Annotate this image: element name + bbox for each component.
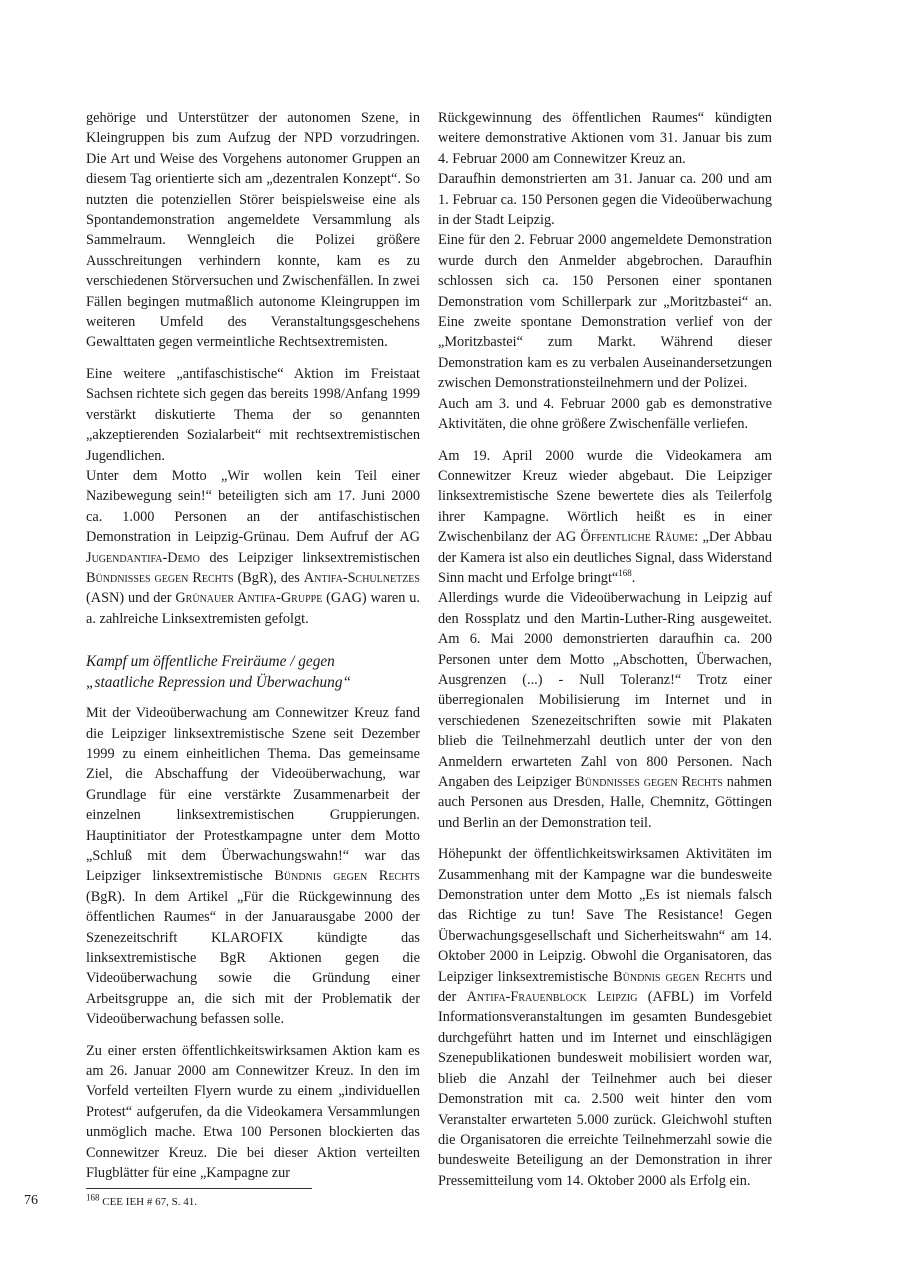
paragraph: Eine für den 2. Februar 2000 angemeldete Demonstration wurde durch den Anmelder abgebrochen. Daraufhin schlossen sich ca. 150 Personen einer spontanen Demonstration vom Schillerpark zur „Moritzbastei“ an. Eine zweite spontane Demonstration verlief von der „Moritzbastei“ zum Markt. Während dieser Demonstration kam es zu verbalen Auseinandersetzungen zwischen Demonstrationsteilnehmern und der Polizei.	[438, 232, 772, 392]
footnote-marker: 168	[86, 1192, 100, 1203]
paragraph: Am 19. April 2000 wurde die Videokamera am Connewitzer Kreuz wieder abgebaut. Die Leipziger linksextremistische Szene bewertete dies als Teilerfolg ihrer Kampagne. Wörtlich heißt es in einer Zwischenbilanz der AG Öffentliche Räume: „Der Abbau der Kamera ist also ein deutliches Signal, dass Widerstand Sinn macht und Erfolge bringt“$^{168}$.	[438, 447, 772, 586]
org-name: Bündnis gegen Rechts	[613, 968, 746, 985]
left-column	[86, 108, 420, 1184]
paragraph: Daraufhin demonstrierten am 31. Januar ca. 200 und am 1. Februar ca. 150 Personen gegen die Videoüberwachung in der Stadt Leipzig.	[438, 171, 772, 229]
org-name: AG Jugendantifa-Demo	[86, 529, 420, 566]
footnote: $^{168}$ CEE IEH # 67, S. 41.	[86, 1192, 197, 1208]
paragraph: Auch am 3. und 4. Februar 2000 gab es demonstrative Aktivitäten, die ohne größere Zwischenfälle verliefen.	[438, 395, 772, 433]
org-name: Bündnisses gegen Rechts	[575, 774, 723, 790]
org-name: AG Öffentliche Räume	[555, 529, 695, 546]
footnote-ref: 168	[618, 568, 632, 579]
paragraph: Höhepunkt der öffentlichkeitswirksamen Aktivitäten im Zusammenhang mit der Kampagne war die bundesweite Demonstration unter dem Motto „Es ist niemals falsch das Richtige zu tun! Save The Resistance! Gegen Überwachungsgesellschaft und Sicherheitswahn“ am 14. Oktober 2000 in Leipzig. Obwohl die Organisatoren, das Leipziger linksextremistische Bündnis gegen Rechts und der Antifa-Frauenblock Leipzig (AFBL) im Vorfeld Informationsveranstaltungen im gesamten Bundesgebiet durchgeführt hatten und im Internet und einschlägigen Szenepublikationen bundesweit mobilisiert worden war, blieb die Anzahl der Teilnehmer auch bei dieser Demonstration mit ca. 2.500 weit hinter den vom Veranstalter erwarteten 5.000 zurück. Gleichwohl stuften die Organisatoren die erreichte Teilnehmerzahl sowie die bundesweite Beteiligung an der Demonstration in ihrer Pressemitteilung vom 14. Oktober 2000 als Erfolg ein.	[438, 846, 772, 1189]
paragraph: Eine weitere „antifaschistische“ Aktion im Freistaat Sachsen richtete sich gegen das bereits 1998/Anfang 1999 verstärkt diskutierte Thema der so genannten „akzeptierenden Sozialarbeit“ mit rechtsextremistischen Jugendlichen.	[86, 365, 420, 464]
org-name: Bündnisses gegen Rechts	[86, 569, 234, 586]
org-name: Grünauer Antifa-Gruppe	[175, 590, 323, 607]
paragraph: gehörige und Unterstützer der autonomen Szene, in Kleingruppen bis zum Aufzug der NPD vorzudringen. Die Art und Weise des Vorgehens autonomer Gruppen an diesem Tag orientierte sich am „dezentralen Konzept“. So nutzten die potenziellen Störer beispielsweise eine als Spontandemonstration angemeldete Versammlung als Sammelraum. Wenngleich die Polizei größere Ausschreitungen verhindern konnte, kam es zu verschiedenen Störversuchen und Zwischenfällen. In zwei Fällen begingen mutmaßlich autonome Kleingruppen im weiteren Umfeld des Veranstaltungsgeschehens Gewalttaten gegen vermeintliche Rechtsextremisten.	[86, 110, 420, 351]
page-number: 76	[24, 1193, 38, 1208]
section-heading: Kampf um öffentliche Freiräume / gegen „staatliche Repression und Überwachung“	[86, 653, 351, 692]
org-name: Antifa-Schulnetzes	[303, 569, 420, 586]
footnote-divider	[86, 1188, 312, 1189]
org-name: Bündnis gegen Rechts	[274, 868, 420, 885]
org-name: Antifa-Frauenblock Leipzig	[466, 989, 638, 1006]
paragraph: Allerdings wurde die Videoüberwachung in Leipzig auf den Rossplatz und den Martin-Luther-Ring ausgeweitet. Am 6. Mai 2000 demonstrierten daraufhin ca. 200 Personen unter dem Motto „Abschotten, Überwachen, Ausgrenzen (...) - Null Toleranz!“ Trotz einer überregionalen Mobilisierung im Internet und in verschiedenen Szenezeitschriften sowie mit Plakaten blieb die Teilnehmerzahl deutlich unter der von den Anmeldern erwarteten Zahl von 800 Personen. Nach Angaben des Leipziger Bündnisses gegen Rechts nahmen auch Personen aus Dresden, Halle, Chemnitz, Göttingen und Berlin an der Demonstration teil.	[438, 590, 772, 831]
paragraph: Zu einer ersten öffentlichkeitswirksamen Aktion kam es am 26. Januar 2000 am Connewitzer Kreuz. In den im Vorfeld verteilten Flyern wurde zu einem „individuellen Protest“ aufgerufen, da die Videokamera Versammlungen unmöglich mache. Etwa 100 Personen blockierten das Connewitzer Kreuz. Die bei dieser Aktion verteilten Flugblätter für eine „Kampagne zur	[86, 1042, 420, 1182]
paragraph: Unter dem Motto „Wir wollen kein Teil einer Nazibewegung sein!“ beteiligten sich am 17. Juni 2000 ca. 1.000 Personen an der antifaschistischen Demonstration in Leipzig-Grünau. Dem Aufruf der AG Jugendantifa-Demo des Leipziger linksextremistischen Bündnisses gegen Rechts (BgR), des Antifa-Schulnetzes (ASN) und der Grünauer Antifa-Gruppe (GAG) waren u. a. zahlreiche Linksextremisten gefolgt.	[86, 467, 420, 627]
paragraph: Rückgewinnung des öffentlichen Raumes“ kündigten weitere demonstrative Aktionen vom 31. Januar bis zum 4. Februar 2000 am Connewitzer Kreuz an.	[438, 110, 772, 167]
paragraph: Mit der Videoüberwachung am Connewitzer Kreuz fand die Leipziger linksextremistische Szene seit Dezember 1999 zu einem einheitlichen Thema. Das gemeinsame Ziel, die Abschaffung der Videoüberwachung, war Grundlage für eine verstärkte Zusammenarbeit der einzelnen linksextremistischen Gruppierungen. Hauptinitiator der Protestkampagne unter dem Motto „Schluß mit dem Überwachungswahn!“ war das Leipziger linksextremistische Bündnis gegen Rechts (BgR). In dem Artikel „Für die Rückgewinnung des öffentlichen Raumes“ in der Januarausgabe 2000 der Szenezeitschrift KLAROFIX kündigte das linksextremistische BgR Aktionen gegen die Videoüberwachung sowie die Gründung einer Arbeitsgruppe an, die sich mit der Problematik der Videoüberwachung befassen solle.	[86, 705, 420, 1028]
right-column	[438, 108, 772, 1191]
